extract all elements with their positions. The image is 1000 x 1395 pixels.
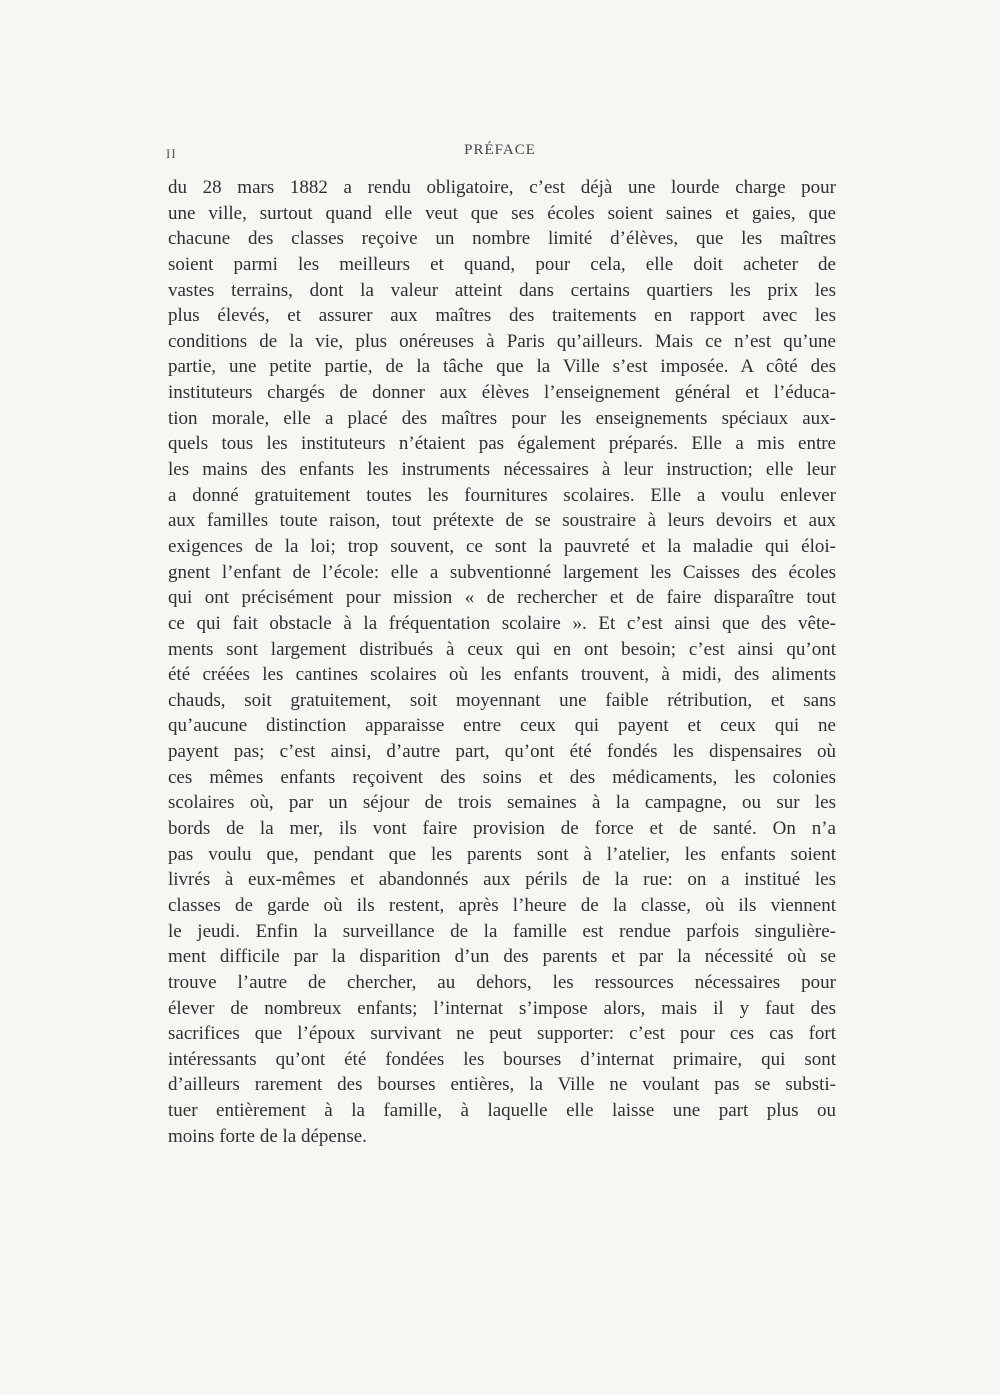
body-text [168,175,836,1149]
text-line: tion morale, elle a placé des maîtres pour les enseignements spéciaux aux- [168,407,836,429]
running-head-text: PRÉFACE [464,142,536,158]
text-line: les mains des enfants les instruments nécessaires à leur instruction; elle leur [168,459,836,481]
text-line: aux familles toute raison, tout prétexte de se soustraire à leurs devoirs et aux [168,510,836,532]
text-line: classes de garde où ils restent, après l’heure de la classe, où ils viennent [168,894,836,916]
text-line: ment difficile par la disparition d’un des parents et par la nécessité où se [168,946,836,968]
text-line: exigences de la loi; trop souvent, ce sont la pauvreté et la maladie qui éloi- [168,535,836,557]
text-line: ce qui fait obstacle à la fréquentation scolaire ». Et c’est ainsi que des vête- [168,612,836,634]
text-line: soient parmi les meilleurs et quand, pour cela, elle doit acheter de [168,253,836,275]
text-line: payent pas; c’est ainsi, d’autre part, qu’ont été fondés les dispensaires où [168,741,836,763]
text-line: une ville, surtout quand elle veut que ses écoles soient saines et gaies, que [168,202,836,224]
text-line: qui ont précisément pour mission « de rechercher et de faire disparaître tout [168,587,836,609]
text-line: conditions de la vie, plus onéreuses à Paris qu’ailleurs. Mais ce n’est qu’une [168,330,836,352]
text-line: tuer entièrement à la famille, à laquelle elle laisse une part plus ou [168,1100,836,1122]
text-line: scolaires où, par un séjour de trois semaines à la campagne, ou sur les [168,792,836,814]
text-line: qu’aucune distinction apparaisse entre ceux qui payent et ceux qui ne [168,715,836,737]
text-line: du 28 mars 1882 a rendu obligatoire, c’est déjà une lourde charge pour [168,177,836,198]
text-line: ces mêmes enfants reçoivent des soins et des médicaments, les colonies [168,766,836,788]
running-head [0,142,1000,159]
text-line: chauds, soit gratuitement, soit moyennant une faible rétribution, et sans [168,689,836,711]
text-line: quels tous les instituteurs n’étaient pas également préparés. Elle a mis entre [168,433,836,455]
text-line: élever de nombreux enfants; l’internat s’impose alors, mais il y faut des [168,997,836,1019]
text-line: bords de la mer, ils vont faire provision de force et de santé. On n’a [168,818,836,840]
text-line: plus élevés, et assurer aux maîtres des traitements en rapport avec les [168,305,836,327]
text-line: été créées les cantines scolaires où les enfants trouvent, à midi, des aliments [168,664,836,686]
text-line: trouve l’autre de chercher, au dehors, les ressources nécessaires pour [168,971,836,993]
text-line: sacrifices que l’époux survivant ne peut supporter: c’est pour ces cas fort [168,1023,836,1045]
text-line: d’ailleurs rarement des bourses entières, la Ville ne voulant pas se substi- [168,1074,836,1096]
page-number: II [166,146,177,161]
text-line: vastes terrains, dont la valeur atteint dans certains quartiers les prix les [168,279,836,301]
text-line: a donné gratuitement toutes les fournitures scolaires. Elle a voulu enlever [168,484,836,506]
text-line: le jeudi. Enfin la surveillance de la famille est rendue parfois singulière- [168,920,836,942]
text-line: pas voulu que, pendant que les parents sont à l’atelier, les enfants soient [168,843,836,865]
text-line: moins forte de la dépense. [168,1125,367,1147]
text-line: intéressants qu’ont été fondées les bourses d’internat primaire, qui sont [168,1048,836,1070]
text-line: instituteurs chargés de donner aux élèves l’enseignement général et l’éduca- [168,382,836,404]
text-line: ments sont largement distribués à ceux qui en ont besoin; c’est ainsi qu’ont [168,638,836,660]
text-line: chacune des classes reçoive un nombre limité d’élèves, que les maîtres [168,228,836,250]
text-line: partie, une petite partie, de la tâche que la Ville s’est imposée. A côté des [168,356,836,378]
text-line: gnent l’enfant de l’école: elle a subventionné largement les Caisses des écoles [168,561,836,583]
text-line: livrés à eux-mêmes et abandonnés aux périls de la rue: on a institué les [168,869,836,891]
